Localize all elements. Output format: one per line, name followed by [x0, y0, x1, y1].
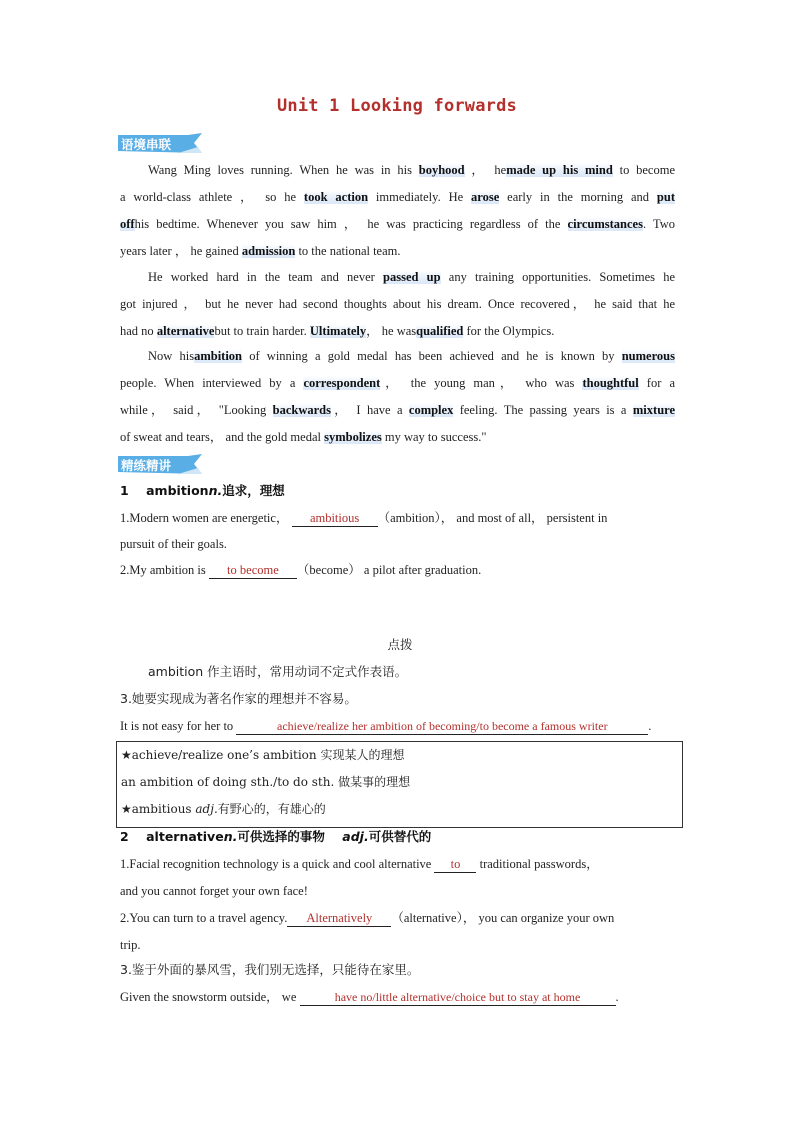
exercise-2-1: 1.Facial recognition technology is a quick and cool alternative to traditional passwords，: [120, 857, 599, 871]
passage-paragraph-1: [120, 157, 675, 265]
vocab-heading-ambition: 1 ambitionn.追求，理想: [120, 483, 285, 498]
passage-line: Now hisambition of winning a gold medal has been achieved and he is known by numerous: [148, 349, 675, 363]
exercise-2-2-cont: trip.: [120, 938, 141, 952]
answer-blank[interactable]: to become: [209, 562, 297, 579]
passage-line: a world-class athlete ， so he took action immediately. He arose early in the morning and put: [120, 190, 675, 204]
answer-blank[interactable]: Alternatively: [287, 910, 391, 927]
exercise-2-2: 2.You can turn to a travel agency. Alternatively （alternative）， you can organize your own: [120, 911, 615, 925]
passage-line: while， said， "Looking backwards， I have a complex feeling. The passing years is a mixture: [120, 403, 676, 417]
passage-line: had no alternativebut to train harder. Ultimately， he wasqualified for the Olympics.: [120, 324, 555, 338]
badge-label: 语境串联: [121, 137, 172, 152]
exercise-1-3: It is not easy for her to achieve/realize her ambition of becoming/to become a famous writer .: [120, 719, 652, 733]
exercise-2-1-cont: and you cannot forget your own face!: [120, 884, 308, 898]
usage-note: ★achieve/realize one’s ambition 实现某人的理想: [121, 748, 405, 762]
answer-blank[interactable]: achieve/realize her ambition of becoming/to become a famous writer: [236, 718, 648, 735]
usage-notes-box: [116, 741, 683, 828]
passage-line: got injured ， but he never had second thoughts about his dream. Once recovered， he said that he: [120, 297, 675, 311]
answer-blank[interactable]: ambitious: [292, 510, 378, 527]
answer-blank[interactable]: have no/little alternative/choice but to stay at home: [300, 989, 616, 1006]
exercise-1-1: 1.Modern women are energetic， ambitious （ambition）， and most of all， persistent in: [120, 511, 608, 525]
passage-line: Wang Ming loves running. When he was in his boyhood ， hemade up his mind to become: [148, 163, 675, 177]
exercise-1-3-cn: 3.她要实现成为著名作家的理想并不容易。: [120, 691, 357, 706]
exercise-1-1-cont: pursuit of their goals.: [120, 537, 227, 551]
passage-line: offhis bedtime. Whenever you saw him ， he was practicing regardless of the circumstances. Two: [120, 217, 675, 231]
passage-paragraph-2: [120, 264, 675, 345]
section-badge-context: [118, 133, 202, 153]
tip-text: ambition 作主语时，常用动词不定式作表语。: [148, 664, 408, 679]
usage-note: an ambition of doing sth./to do sth. 做某事的理想: [121, 775, 411, 789]
passage-line: of sweat and tears， and the gold medal symbolizes my way to success.": [120, 430, 487, 444]
usage-note: ★ambitious adj.有野心的，有雄心的: [121, 802, 326, 816]
passage-line: years later ， he gained admission to the national team.: [120, 244, 401, 258]
vocab-heading-alternative: 2 alternativen.可供选择的事物 adj.可供替代的: [120, 829, 432, 844]
passage-line: people. When interviewed by a correspondent， the young man， who was thoughtful for a: [120, 376, 675, 390]
badge-label: 精练精讲: [121, 458, 172, 473]
passage-line: He worked hard in the team and never passed up any training opportunities. Sometimes he: [148, 270, 675, 284]
section-badge-practice: [118, 454, 202, 474]
page-title: Unit 1 Looking forwards: [276, 96, 517, 116]
answer-blank[interactable]: to: [434, 856, 476, 873]
exercise-2-3-cn: 3.鉴于外面的暴风雪，我们别无选择，只能待在家里。: [120, 962, 420, 977]
exercise-2-3: Given the snowstorm outside， we have no/little alternative/choice but to stay at home .: [120, 990, 619, 1004]
tip-title: 点拨: [387, 637, 413, 652]
passage-paragraph-3: [120, 343, 675, 451]
exercise-1-2: 2.My ambition is to become （become） a pilot after graduation.: [120, 563, 482, 577]
